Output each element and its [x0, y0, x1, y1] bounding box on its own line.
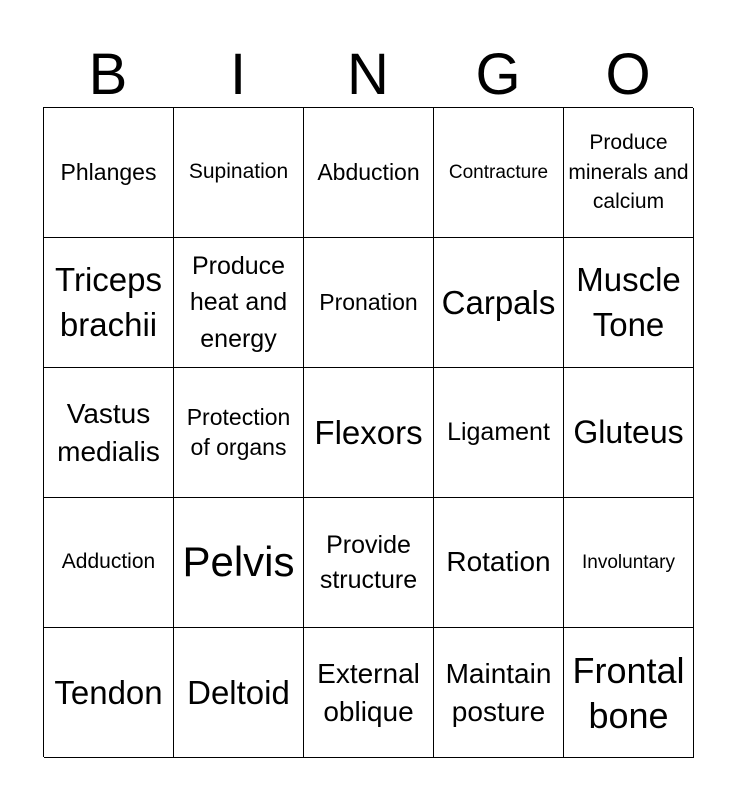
- bingo-cell[interactable]: Deltoid: [174, 628, 304, 758]
- header-letter-b: B: [88, 42, 128, 107]
- bingo-cell[interactable]: Protection of organs: [174, 368, 304, 498]
- bingo-header: [43, 44, 693, 106]
- bingo-cell[interactable]: Phlanges: [44, 108, 174, 238]
- bingo-cell[interactable]: Muscle Tone: [564, 238, 694, 368]
- bingo-cell[interactable]: Contracture: [434, 108, 564, 238]
- header-letter-n: N: [347, 42, 389, 107]
- bingo-cell[interactable]: Gluteus: [564, 368, 694, 498]
- bingo-grid: [43, 107, 693, 757]
- bingo-cell[interactable]: Supination: [174, 108, 304, 238]
- bingo-cell[interactable]: External oblique: [304, 628, 434, 758]
- bingo-cell[interactable]: Pelvis: [174, 498, 304, 628]
- header-letter-i: I: [229, 42, 247, 107]
- bingo-cell[interactable]: Pronation: [304, 238, 434, 368]
- bingo-cell[interactable]: Vastus medialis: [44, 368, 174, 498]
- bingo-cell[interactable]: Provide structure: [304, 498, 434, 628]
- bingo-cell[interactable]: Carpals: [434, 238, 564, 368]
- bingo-cell[interactable]: Triceps brachii: [44, 238, 174, 368]
- bingo-cell[interactable]: Rotation: [434, 498, 564, 628]
- bingo-cell[interactable]: Produce minerals and calcium: [564, 108, 694, 238]
- bingo-cell[interactable]: Produce heat and energy: [174, 238, 304, 368]
- bingo-cell[interactable]: Flexors: [304, 368, 434, 498]
- bingo-cell[interactable]: Tendon: [44, 628, 174, 758]
- bingo-cell[interactable]: Ligament: [434, 368, 564, 498]
- bingo-cell[interactable]: Maintain posture: [434, 628, 564, 758]
- bingo-cell[interactable]: Abduction: [304, 108, 434, 238]
- bingo-cell[interactable]: Frontal bone: [564, 628, 694, 758]
- header-letter-g: G: [475, 42, 521, 107]
- header-letter-o: O: [605, 42, 651, 107]
- bingo-cell[interactable]: Adduction: [44, 498, 174, 628]
- bingo-cell[interactable]: Involuntary: [564, 498, 694, 628]
